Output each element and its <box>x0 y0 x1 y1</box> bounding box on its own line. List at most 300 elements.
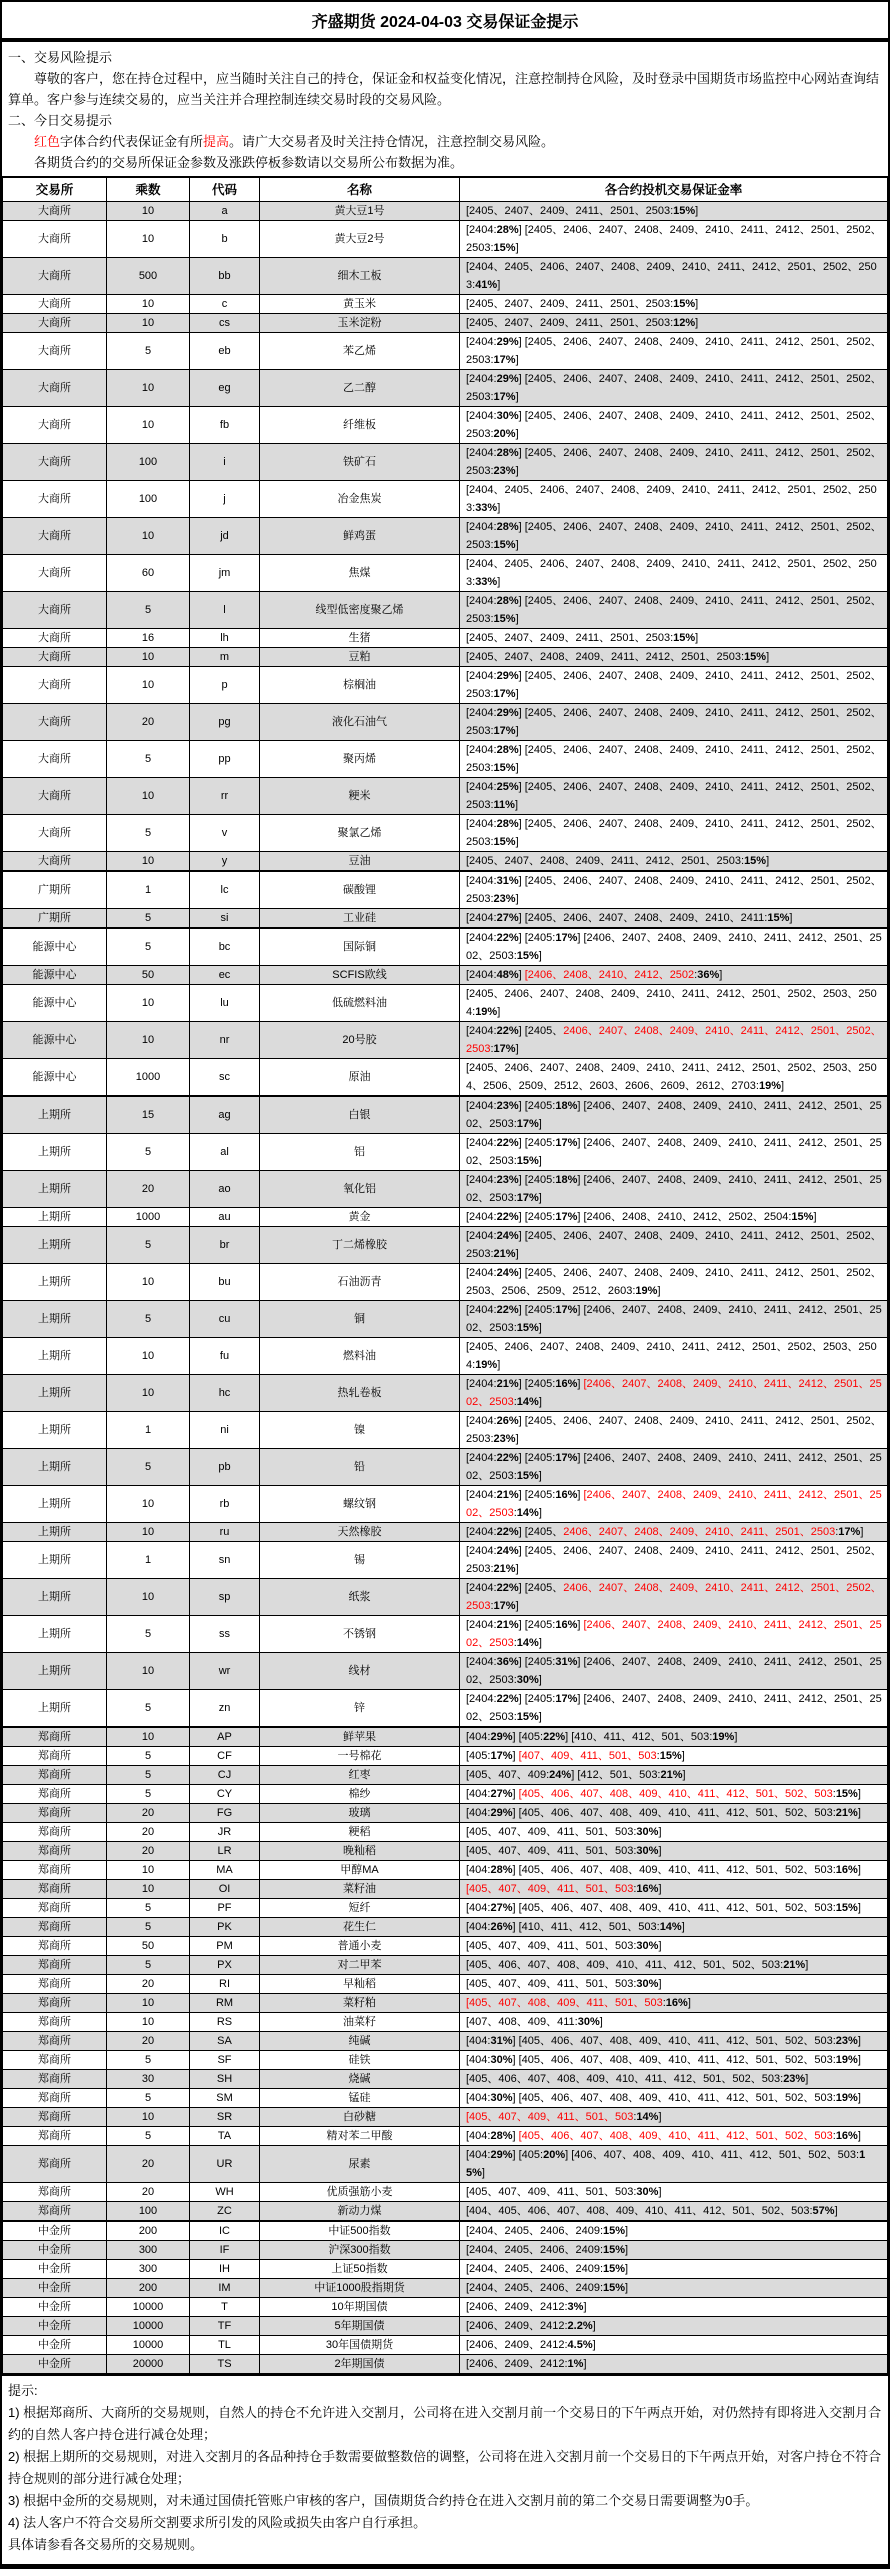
cell-name: 尿素 <box>260 2146 460 2183</box>
cell-margin-rate: [2404:28%] [2405、2406、2407、2408、2409、2410、2411、2412、2501、2502、2503:15%] <box>460 741 888 778</box>
table-row <box>3 1956 888 1975</box>
cell-code: p <box>190 667 260 704</box>
cell-multiplier: 200 <box>107 2279 190 2298</box>
table-row <box>3 333 888 370</box>
cell-name: 早籼稻 <box>260 1975 460 1994</box>
cell-name: 不锈钢 <box>260 1616 460 1653</box>
cell-margin-rate: [2405、2406、2407、2408、2409、2410、2411、2412、2501、2502、2503、2504、2506、2509、2512、2603、2606、2609、2612、2703:19%] <box>460 1059 888 1097</box>
cell-exchange: 能源中心 <box>3 1022 107 1059</box>
table-row <box>3 909 888 929</box>
cell-margin-rate: [2404、2405、2406、2407、2408、2409、2410、2411、2412、2501、2502、2503:33%] <box>460 555 888 592</box>
cell-code: RM <box>190 1994 260 2013</box>
table-row <box>3 1338 888 1375</box>
cell-margin-rate: [2405、2407、2409、2411、2501、2503:15%] <box>460 295 888 314</box>
cell-margin-rate: [2404:22%] [2405:17%] [2406、2407、2408、2409、2410、2411、2412、2501、2502、2503:15%] <box>460 1690 888 1728</box>
table-row <box>3 928 888 966</box>
cell-margin-rate: [2404:21%] [2405:16%] [2406、2407、2408、2409、2410、2411、2412、2501、2502、2503:14%] <box>460 1375 888 1412</box>
cell-margin-rate: [2404:26%] [2405、2406、2407、2408、2409、2410、2411、2412、2501、2502、2503:23%] <box>460 1412 888 1449</box>
cell-code: SA <box>190 2032 260 2051</box>
table-row <box>3 2336 888 2355</box>
today-params-note: 各期货合约的交易所保证金参数及涨跌停板参数请以交易所公布数据为准。 <box>34 155 464 170</box>
table-row <box>3 815 888 852</box>
table-row <box>3 778 888 815</box>
cell-name: 粳稻 <box>260 1823 460 1842</box>
cell-exchange: 大商所 <box>3 741 107 778</box>
cell-exchange: 中金所 <box>3 2298 107 2317</box>
cell-exchange: 大商所 <box>3 648 107 667</box>
cell-code: sc <box>190 1059 260 1097</box>
cell-margin-rate: [2404:22%] [2405:17%] [2406、2407、2408、2409、2410、2411、2412、2501、2502、2503:15%] <box>460 1301 888 1338</box>
note-item-4: 4) 法人客户不符合交易所交割要求所引发的风险或损失由客户自行承担。 <box>8 2515 427 2530</box>
cell-exchange: 郑商所 <box>3 2108 107 2127</box>
cell-name: 黄金 <box>260 1208 460 1227</box>
cell-exchange: 郑商所 <box>3 1823 107 1842</box>
cell-exchange: 能源中心 <box>3 985 107 1022</box>
cell-multiplier: 5 <box>107 333 190 370</box>
cell-margin-rate: [404:26%] [410、411、412、501、503:14%] <box>460 1918 888 1937</box>
cell-margin-rate: [404:28%] [405、406、407、408、409、410、411、412、501、502、503:16%] <box>460 2127 888 2146</box>
cell-name: 聚氯乙烯 <box>260 815 460 852</box>
cell-name: 烧碱 <box>260 2070 460 2089</box>
cell-name: 普通小麦 <box>260 1937 460 1956</box>
table-row <box>3 1486 888 1523</box>
cell-code: i <box>190 444 260 481</box>
header-multiplier: 乘数 <box>107 177 190 202</box>
cell-margin-rate: [404:30%] [405、406、407、408、409、410、411、412、501、502、503:19%] <box>460 2089 888 2108</box>
cell-exchange: 中金所 <box>3 2355 107 2375</box>
table-row <box>3 741 888 778</box>
cell-code: JR <box>190 1823 260 1842</box>
cell-exchange: 大商所 <box>3 258 107 295</box>
cell-code: sn <box>190 1542 260 1579</box>
cell-code: b <box>190 221 260 258</box>
table-row <box>3 1804 888 1823</box>
cell-multiplier: 5 <box>107 1766 190 1785</box>
cell-code: FG <box>190 1804 260 1823</box>
cell-name: 鲜鸡蛋 <box>260 518 460 555</box>
cell-code: CJ <box>190 1766 260 1785</box>
cell-margin-rate: [2404、2405、2406、2407、2408、2409、2410、2411、2412、2501、2502、2503:41%] <box>460 258 888 295</box>
cell-multiplier: 10 <box>107 295 190 314</box>
table-row <box>3 444 888 481</box>
cell-code: IF <box>190 2241 260 2260</box>
cell-margin-rate: [2404:22%] [2405、2406、2407、2408、2409、2410、2411、2412、2501、2502、2503:17%] <box>460 1022 888 1059</box>
cell-exchange: 上期所 <box>3 1653 107 1690</box>
cell-multiplier: 20 <box>107 1171 190 1208</box>
cell-margin-rate: [2404:30%] [2405、2406、2407、2408、2409、2410、2411、2412、2501、2502、2503:20%] <box>460 407 888 444</box>
cell-name: 黄大豆2号 <box>260 221 460 258</box>
cell-exchange: 能源中心 <box>3 966 107 985</box>
cell-exchange: 郑商所 <box>3 2032 107 2051</box>
cell-exchange: 中金所 <box>3 2241 107 2260</box>
intro-section <box>2 42 888 176</box>
cell-name: 硅铁 <box>260 2051 460 2070</box>
table-row <box>3 2089 888 2108</box>
cell-multiplier: 5 <box>107 1747 190 1766</box>
table-row <box>3 1208 888 1227</box>
cell-name: 铜 <box>260 1301 460 1338</box>
cell-exchange: 郑商所 <box>3 2127 107 2146</box>
cell-name: 中证500指数 <box>260 2221 460 2241</box>
cell-exchange: 上期所 <box>3 1486 107 1523</box>
table-row <box>3 2108 888 2127</box>
cell-multiplier: 10 <box>107 518 190 555</box>
cell-multiplier: 10000 <box>107 2317 190 2336</box>
table-row <box>3 1301 888 1338</box>
cell-code: jm <box>190 555 260 592</box>
cell-code: IC <box>190 2221 260 2241</box>
cell-multiplier: 10000 <box>107 2336 190 2355</box>
cell-multiplier: 20 <box>107 1804 190 1823</box>
cell-exchange: 大商所 <box>3 202 107 221</box>
cell-code: WH <box>190 2183 260 2202</box>
cell-name: 燃料油 <box>260 1338 460 1375</box>
table-row <box>3 629 888 648</box>
cell-margin-rate: [2405、2407、2408、2409、2411、2412、2501、2503:15%] <box>460 648 888 667</box>
cell-name: 铝 <box>260 1134 460 1171</box>
cell-exchange: 上期所 <box>3 1616 107 1653</box>
cell-margin-rate: [2404、2405、2406、2409:15%] <box>460 2241 888 2260</box>
table-row <box>3 2051 888 2070</box>
notes-footer: 具体请参看各交易所的交易规则。 <box>8 2537 204 2552</box>
cell-code: pg <box>190 704 260 741</box>
cell-margin-rate: [2404:29%] [2405、2406、2407、2408、2409、2410、2411、2412、2501、2502、2503:17%] <box>460 370 888 407</box>
cell-name: 白银 <box>260 1096 460 1134</box>
cell-name: 中证1000股指期货 <box>260 2279 460 2298</box>
cell-name: 天然橡胶 <box>260 1523 460 1542</box>
table-row <box>3 1227 888 1264</box>
cell-margin-rate: [405、406、407、408、409、410、411、412、501、502、503:23%] <box>460 2070 888 2089</box>
cell-exchange: 郑商所 <box>3 2146 107 2183</box>
cell-code: pb <box>190 1449 260 1486</box>
cell-margin-rate: [2405、2406、2407、2408、2409、2410、2411、2412、2501、2502、2503、2504:19%] <box>460 985 888 1022</box>
cell-multiplier: 15 <box>107 1096 190 1134</box>
cell-exchange: 郑商所 <box>3 2183 107 2202</box>
table-row <box>3 2279 888 2298</box>
cell-code: IM <box>190 2279 260 2298</box>
cell-exchange: 郑商所 <box>3 2013 107 2032</box>
cell-code: RS <box>190 2013 260 2032</box>
risk-section-heading: 一、交易风险提示 <box>8 50 113 65</box>
cell-multiplier: 10 <box>107 1880 190 1899</box>
cell-exchange: 大商所 <box>3 407 107 444</box>
cell-multiplier: 300 <box>107 2260 190 2279</box>
table-row <box>3 1937 888 1956</box>
table-row <box>3 2183 888 2202</box>
cell-multiplier: 20 <box>107 2183 190 2202</box>
today-highlight-note: 红色字体合约代表保证金有所提高。请广大交易者及时关注持仓情况，注意控制交易风险。 <box>34 134 555 149</box>
margin-table-body <box>3 202 888 2375</box>
cell-margin-rate: [2405、2407、2408、2409、2411、2412、2501、2503:15%] <box>460 852 888 872</box>
cell-margin-rate: [2405、2406、2407、2408、2409、2410、2411、2412、2501、2502、2503、2504:19%] <box>460 1338 888 1375</box>
cell-name: 红枣 <box>260 1766 460 1785</box>
cell-code: PK <box>190 1918 260 1937</box>
cell-multiplier: 5 <box>107 815 190 852</box>
cell-margin-rate: [404:27%] [405、406、407、408、409、410、411、412、501、502、503:15%] <box>460 1785 888 1804</box>
cell-exchange: 大商所 <box>3 852 107 872</box>
cell-exchange: 大商所 <box>3 333 107 370</box>
table-row <box>3 592 888 629</box>
cell-exchange: 郑商所 <box>3 1747 107 1766</box>
cell-exchange: 大商所 <box>3 481 107 518</box>
cell-name: 黄玉米 <box>260 295 460 314</box>
cell-name: 一号棉花 <box>260 1747 460 1766</box>
cell-name: 工业硅 <box>260 909 460 929</box>
cell-multiplier: 10 <box>107 667 190 704</box>
cell-multiplier: 10 <box>107 221 190 258</box>
cell-code: ec <box>190 966 260 985</box>
cell-margin-rate: [2404:21%] [2405:16%] [2406、2407、2408、2409、2410、2411、2412、2501、2502、2503:14%] <box>460 1616 888 1653</box>
table-row <box>3 2032 888 2051</box>
cell-multiplier: 16 <box>107 629 190 648</box>
cell-name: 2年期国债 <box>260 2355 460 2375</box>
note-item-1: 1) 根据郑商所、大商所的交易规则，自然人的持仓不允许进入交割月，公司将在进入交割月前一个交易日的下午两点开始，对仍然持有即将进入交割月合约的自然人客户持仓进行减仓处理； <box>8 2405 882 2442</box>
cell-name: 20号胶 <box>260 1022 460 1059</box>
cell-margin-rate: [405:17%] [407、409、411、501、503:15%] <box>460 1747 888 1766</box>
table-row <box>3 966 888 985</box>
table-row <box>3 370 888 407</box>
cell-exchange: 郑商所 <box>3 1842 107 1861</box>
cell-code: fu <box>190 1338 260 1375</box>
cell-multiplier: 100 <box>107 444 190 481</box>
table-row <box>3 1264 888 1301</box>
cell-name: 新动力煤 <box>260 2202 460 2222</box>
cell-code: au <box>190 1208 260 1227</box>
table-row <box>3 1690 888 1728</box>
cell-name: 生猪 <box>260 629 460 648</box>
table-row <box>3 2298 888 2317</box>
cell-exchange: 中金所 <box>3 2336 107 2355</box>
table-row <box>3 1579 888 1616</box>
table-row <box>3 1059 888 1097</box>
cell-margin-rate: [2404:25%] [2405、2406、2407、2408、2409、2410、2411、2412、2501、2502、2503:11%] <box>460 778 888 815</box>
cell-code: lu <box>190 985 260 1022</box>
cell-name: 原油 <box>260 1059 460 1097</box>
cell-name: 冶金焦炭 <box>260 481 460 518</box>
table-row <box>3 555 888 592</box>
cell-code: RI <box>190 1975 260 1994</box>
cell-multiplier: 10 <box>107 1861 190 1880</box>
cell-name: 液化石油气 <box>260 704 460 741</box>
cell-code: si <box>190 909 260 929</box>
cell-code: eb <box>190 333 260 370</box>
cell-name: 对二甲苯 <box>260 1956 460 1975</box>
cell-exchange: 上期所 <box>3 1096 107 1134</box>
cell-multiplier: 20 <box>107 2146 190 2183</box>
cell-name: 棕榈油 <box>260 667 460 704</box>
cell-margin-rate: [2405、2407、2409、2411、2501、2503:12%] <box>460 314 888 333</box>
cell-name: 热轧卷板 <box>260 1375 460 1412</box>
cell-margin-rate: [2404:48%] [2406、2408、2410、2412、2502:36%] <box>460 966 888 985</box>
header-code: 代码 <box>190 177 260 202</box>
cell-multiplier: 5 <box>107 1227 190 1264</box>
cell-name: 铁矿石 <box>260 444 460 481</box>
cell-exchange: 大商所 <box>3 555 107 592</box>
cell-code: ZC <box>190 2202 260 2222</box>
cell-name: 粳米 <box>260 778 460 815</box>
cell-multiplier: 5 <box>107 2051 190 2070</box>
cell-exchange: 大商所 <box>3 778 107 815</box>
cell-exchange: 郑商所 <box>3 2089 107 2108</box>
cell-margin-rate: [2404:28%] [2405、2406、2407、2408、2409、2410、2411、2412、2501、2502、2503:15%] <box>460 815 888 852</box>
cell-name: 国际铜 <box>260 928 460 966</box>
cell-exchange: 上期所 <box>3 1301 107 1338</box>
cell-name: 碳酸锂 <box>260 871 460 909</box>
cell-name: 菜籽粕 <box>260 1994 460 2013</box>
cell-name: 菜籽油 <box>260 1880 460 1899</box>
cell-code: y <box>190 852 260 872</box>
table-row <box>3 1975 888 1994</box>
table-row <box>3 518 888 555</box>
table-row <box>3 258 888 295</box>
cell-name: 石油沥青 <box>260 1264 460 1301</box>
cell-name: 乙二醇 <box>260 370 460 407</box>
cell-name: 线材 <box>260 1653 460 1690</box>
cell-margin-rate: [2404、2405、2406、2407、2408、2409、2410、2411、2412、2501、2502、2503:33%] <box>460 481 888 518</box>
cell-exchange: 大商所 <box>3 667 107 704</box>
cell-multiplier: 50 <box>107 966 190 985</box>
cell-name: 短纤 <box>260 1899 460 1918</box>
cell-code: cu <box>190 1301 260 1338</box>
cell-name: 10年期国债 <box>260 2298 460 2317</box>
cell-code: TA <box>190 2127 260 2146</box>
cell-multiplier: 10 <box>107 1264 190 1301</box>
cell-multiplier: 10 <box>107 1375 190 1412</box>
cell-margin-rate: [2404:28%] [2405、2406、2407、2408、2409、2410、2411、2412、2501、2502、2503:23%] <box>460 444 888 481</box>
cell-exchange: 大商所 <box>3 592 107 629</box>
cell-code: l <box>190 592 260 629</box>
cell-margin-rate: [2404:24%] [2405、2406、2407、2408、2409、2410、2411、2412、2501、2502、2503、2506、2509、2512、2603:19%] <box>460 1264 888 1301</box>
table-row <box>3 1994 888 2013</box>
cell-name: 甲醇MA <box>260 1861 460 1880</box>
cell-multiplier: 10 <box>107 1338 190 1375</box>
cell-multiplier: 10 <box>107 202 190 221</box>
cell-margin-rate: [2406、2409、2412:4.5%] <box>460 2336 888 2355</box>
cell-multiplier: 5 <box>107 1899 190 1918</box>
table-row <box>3 1412 888 1449</box>
cell-name: 豆油 <box>260 852 460 872</box>
cell-margin-rate: [2406、2409、2412:3%] <box>460 2298 888 2317</box>
cell-name: 白砂糖 <box>260 2108 460 2127</box>
cell-multiplier: 10 <box>107 1653 190 1690</box>
table-row <box>3 1861 888 1880</box>
cell-code: CF <box>190 1747 260 1766</box>
table-header-row <box>3 177 888 202</box>
cell-code: PX <box>190 1956 260 1975</box>
cell-name: 纤维板 <box>260 407 460 444</box>
table-row <box>3 648 888 667</box>
notes-section <box>2 2376 888 2564</box>
table-row <box>3 2221 888 2241</box>
cell-margin-rate: [405、407、409、411、501、503:30%] <box>460 1823 888 1842</box>
cell-code: MA <box>190 1861 260 1880</box>
cell-multiplier: 10 <box>107 370 190 407</box>
table-row <box>3 2070 888 2089</box>
cell-exchange: 中金所 <box>3 2317 107 2336</box>
cell-margin-rate: [405、407、409、411、501、503:14%] <box>460 2108 888 2127</box>
cell-name: 5年期国债 <box>260 2317 460 2336</box>
cell-margin-rate: [2404:29%] [2405、2406、2407、2408、2409、2410、2411、2412、2501、2502、2503:17%] <box>460 667 888 704</box>
table-row <box>3 871 888 909</box>
cell-margin-rate: [2406、2409、2412:1%] <box>460 2355 888 2375</box>
cell-margin-rate: [2404:22%] [2405、2406、2407、2408、2409、2410、2411、2412、2501、2502、2503:17%] <box>460 1579 888 1616</box>
cell-code: PM <box>190 1937 260 1956</box>
cell-margin-rate: [405、407、408、409、411、501、503:16%] <box>460 1994 888 2013</box>
cell-margin-rate: [2404:36%] [2405:31%] [2406、2407、2408、2409、2410、2411、2412、2501、2502、2503:30%] <box>460 1653 888 1690</box>
cell-margin-rate: [405、406、407、408、409、410、411、412、501、502、503:21%] <box>460 1956 888 1975</box>
cell-code: IH <box>190 2260 260 2279</box>
cell-name: 玻璃 <box>260 1804 460 1823</box>
note-item-3: 3) 根据中金所的交易规则，对未通过国债托管账户审核的客户，国债期货合约持仓在进入交割月前的第二个交易日需要调整为0手。 <box>8 2493 759 2508</box>
cell-code: lc <box>190 871 260 909</box>
cell-exchange: 大商所 <box>3 314 107 333</box>
cell-multiplier: 5 <box>107 2127 190 2146</box>
cell-code: lh <box>190 629 260 648</box>
cell-code: nr <box>190 1022 260 1059</box>
cell-code: TL <box>190 2336 260 2355</box>
cell-code: a <box>190 202 260 221</box>
notes-heading: 提示: <box>8 2383 38 2398</box>
table-row <box>3 1823 888 1842</box>
cell-multiplier: 5 <box>107 1301 190 1338</box>
cell-multiplier: 5 <box>107 741 190 778</box>
cell-exchange: 大商所 <box>3 815 107 852</box>
cell-code: SF <box>190 2051 260 2070</box>
cell-multiplier: 1 <box>107 1412 190 1449</box>
cell-multiplier: 5 <box>107 1449 190 1486</box>
cell-multiplier: 10 <box>107 2108 190 2127</box>
cell-multiplier: 5 <box>107 1134 190 1171</box>
table-row <box>3 1766 888 1785</box>
cell-name: 低硫燃料油 <box>260 985 460 1022</box>
cell-code: jd <box>190 518 260 555</box>
cell-multiplier: 5 <box>107 2089 190 2108</box>
cell-code: ao <box>190 1171 260 1208</box>
cell-multiplier: 10 <box>107 778 190 815</box>
cell-margin-rate: [405、407、409、411、501、503:30%] <box>460 1937 888 1956</box>
cell-margin-rate: [2404、2405、2406、2409:15%] <box>460 2279 888 2298</box>
margin-table <box>2 176 888 2376</box>
cell-name: 豆粕 <box>260 648 460 667</box>
cell-code: j <box>190 481 260 518</box>
cell-multiplier: 10 <box>107 1994 190 2013</box>
cell-multiplier: 1000 <box>107 1059 190 1097</box>
table-row <box>3 2260 888 2279</box>
cell-code: br <box>190 1227 260 1264</box>
cell-margin-rate: [405、407、409:24%] [412、501、503:21%] <box>460 1766 888 1785</box>
table-row <box>3 2317 888 2336</box>
cell-name: 晚籼稻 <box>260 1842 460 1861</box>
cell-multiplier: 5 <box>107 1785 190 1804</box>
cell-name: 沪深300指数 <box>260 2241 460 2260</box>
cell-name: 30年国债期货 <box>260 2336 460 2355</box>
cell-name: 纸浆 <box>260 1579 460 1616</box>
cell-code: ni <box>190 1412 260 1449</box>
table-row <box>3 1616 888 1653</box>
cell-code: pp <box>190 741 260 778</box>
table-row <box>3 1880 888 1899</box>
cell-name: 锡 <box>260 1542 460 1579</box>
cell-margin-rate: [2404:24%] [2405、2406、2407、2408、2409、2410、2411、2412、2501、2502、2503:21%] <box>460 1227 888 1264</box>
cell-exchange: 中金所 <box>3 2260 107 2279</box>
table-row <box>3 481 888 518</box>
cell-margin-rate: [2404:22%] [2405:17%] [2406、2407、2408、2409、2410、2411、2412、2501、2502、2503:15%] <box>460 1449 888 1486</box>
cell-name: 鲜苹果 <box>260 1727 460 1747</box>
cell-name: 锰硅 <box>260 2089 460 2108</box>
cell-multiplier: 10 <box>107 1727 190 1747</box>
cell-multiplier: 10 <box>107 2013 190 2032</box>
cell-code: fb <box>190 407 260 444</box>
